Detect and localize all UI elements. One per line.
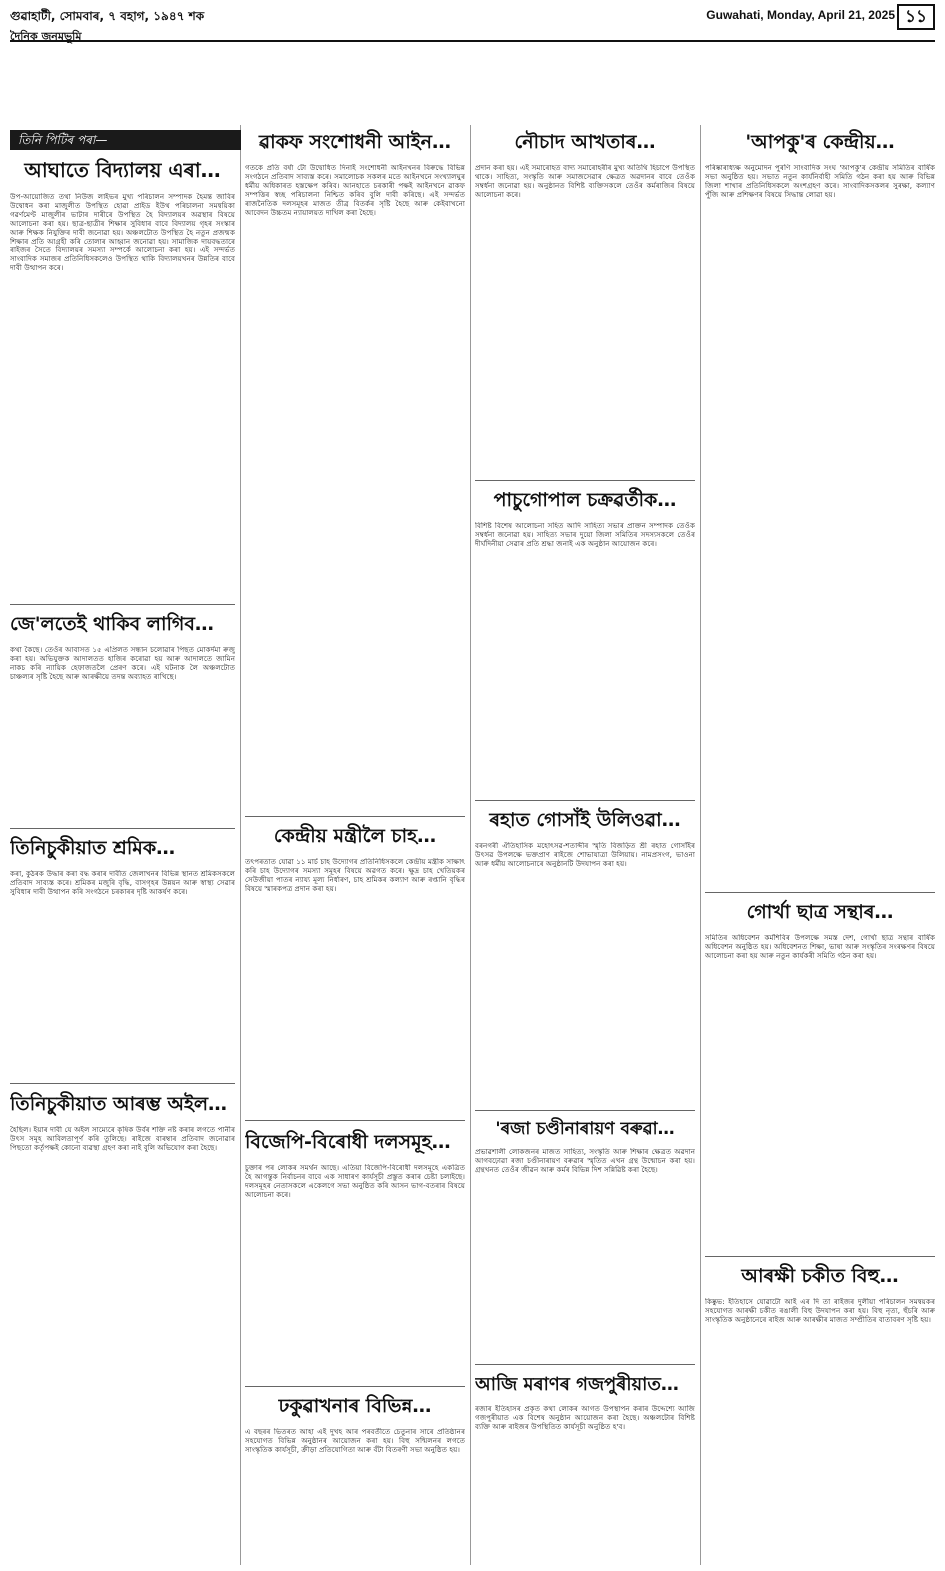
story-divider (705, 1256, 935, 1257)
story-divider (475, 480, 695, 481)
story-body: বিশিষ্ট বিশেষ আলোচনা সহিত আদি সাহিত্য সভাৰ প্ৰাক্তন সম্পাদক তেওঁক সম্বৰ্ধনা জনোৱা হয়। সাহিত্য সভাৰ দুয়ো জিলা সমিতিৰ সদস্যসকলে তেওঁৰ দীৰ্ঘদিনীয়া সেৱাৰ প্ৰতি শ্ৰদ্ধা জনাই এক অনুষ্ঠান আয়োজন কৰে। (475, 522, 695, 548)
story-divider (10, 1083, 235, 1084)
story-divider (705, 892, 935, 893)
page-number: ১১ (897, 4, 935, 30)
story-headline: পাচুগোপাল চক্ৰৱৰ্তীক… (493, 489, 677, 511)
column-divider (470, 125, 471, 1565)
story-body: কিষ্কুভ: ইতিহাসে যোৱাটো আই এৰ দি তা ৰাইজৰ দুলীয়া পৰিচালন সমন্বয়কৰ সহযোগত আৰক্ষী চকীত ৰঙালী বিহু উদযাপন কৰা হয়। বিহু নৃত্য, হুঁচৰি আৰু সাংস্কৃতিক অনুষ্ঠানেৰে ৰাইজ আৰু আৰক্ষীৰ মাজত সম্প্ৰীতিৰ বাতাবৰণ সৃষ্টি হয়। (705, 1298, 935, 1324)
story-9 (475, 128, 695, 478)
story-headline: কেন্দ্ৰীয় মন্ত্ৰীলৈ চাহ… (273, 825, 437, 847)
story-body: পৰিষ্কাৰাধ্যক্ষ অনুমোদন পুৰণি সাংবাদিক সংঘ 'আপকু'ৰ কেন্দ্ৰীয় সমিতিৰ বাৰ্ষিক সভা অনুষ্ঠিত হয়। সভাত নতুন কাৰ্যনিৰ্বাহী সমিতি গঠন কৰা হয় আৰু বিভিন্ন জিলা শাখাৰ প্ৰতিনিধিসকলে অংশগ্ৰহণ কৰে। সাংবাদিকসকলৰ সুৰক্ষা, কল্যাণ পুঁজি আৰু প্ৰশিক্ষণৰ বিষয়ে সিদ্ধান্ত লোৱা হয়। (705, 164, 935, 199)
story-5 (245, 128, 465, 813)
story-10 (475, 486, 695, 796)
story-11 (475, 806, 695, 1106)
story-headline: আজি মৰাণৰ গজপুৰীয়াত… (475, 1374, 679, 1395)
story-body: কৰা, কুঠৰক উদ্ধাৰ কৰা বদ্ধ কৰাৰ দাবীত জেলাখনৰ বিভিন্ন স্থানত শ্ৰমিকসকলে প্ৰতিবাদ সাব্যস্ত কৰে। শ্ৰমিকৰ মজুৰি বৃদ্ধি, বাসগৃহৰ উন্নয়ন আৰু স্বাস্থ্য সেৱাৰ সুবিধাৰ দাবী উত্থাপন কৰি সংগঠনে চৰকাৰৰ দৃষ্টি আকৰ্ষণ কৰে। (10, 870, 235, 896)
column-divider (240, 125, 241, 1565)
story-headline: আৰক্ষী চকীত বিহু… (741, 1265, 899, 1287)
story-headline: তিনিচুকীয়াত শ্ৰমিক… (10, 837, 176, 859)
masthead-rule (10, 40, 935, 42)
story-7 (245, 1128, 465, 1383)
story-13 (475, 1370, 695, 1562)
column-divider (700, 125, 701, 1565)
story-divider (10, 604, 235, 605)
masthead (10, 8, 935, 42)
story-headline: নৌচাদ আখতাৰ… (514, 131, 656, 153)
story-headline: 'আপকু'ৰ কেন্দ্ৰীয়… (745, 131, 895, 153)
story-headline: জে'লতেই থাকিব লাগিব… (10, 613, 214, 635)
story-body: প্ৰদান কৰা হয়। এই সমাৰোহত বাদ্য সমাৰোহৰীৰ মুখ্য অতিথি হিচাপে উপস্থিত থাকে। সাহিত্য, সংস্কৃতি আৰু সমাজসেৱাৰ ক্ষেত্ৰত অৱদানৰ বাবে তেওঁক সম্বৰ্ধনা জনোৱা হয়। অনুষ্ঠানত বিশিষ্ট ব্যক্তিসকলে তেওঁৰ কৰ্মৰাজিৰ বিষয়ে আলোচনা কৰে। (475, 164, 695, 199)
story-headline: বিজেপি-বিৰোধী দলসমূহ… (245, 1131, 451, 1153)
story-6 (245, 822, 465, 1117)
newspaper-brand: দৈনিক জনমভূমি (10, 30, 82, 43)
story-body: কথা কৈছে। তেওঁৰ আবাসত ১৫ এপ্ৰিলত সন্ধান চলোৱাৰ পিছত মোকৰ্দমা ৰুজু কৰা হয়। অভিযুক্তক আদালতত হাজিৰ কৰোৱা হয় আৰু আদালতে জামিন নাকচ কৰি ন্যায়িক হেফাজতলৈ প্ৰেৰণ কৰে। এই ঘটনাক লৈ অঞ্চলটোত চাঞ্চল্যৰ সৃষ্টি হৈছে আৰু আৰক্ষীয়ে তদন্ত অব্যাহত ৰাখিছে। (10, 646, 235, 681)
story-divider (245, 816, 465, 817)
story-4 (10, 1090, 235, 1560)
story-body: সমিতিৰ অধিবেশন কৰ্মশিবিৰ উপলক্ষে সমস্ত দেশ, গোৰ্খা ছাত্ৰ সন্থাৰ বাৰ্ষিক অধিবেশন অনুষ্ঠিত হয়। অধিবেশনত শিক্ষা, ভাষা আৰু সংস্কৃতিৰ সংৰক্ষণৰ বিষয়ে আলোচনা কৰা হয় আৰু নতুন কাৰ্যকৰী সমিতি গঠন কৰা হয়। (705, 934, 935, 960)
story-body: প্ৰভাৱশালী লোকজনৰ মাজত সাহিত্য, সংস্কৃতি আৰু শিক্ষাৰ ক্ষেত্ৰত অৱদান আগবঢ়োৱা ৰজা চণ্ডীনাৰায়ণ বৰুৱাৰ স্মৃতিত এখন গ্ৰন্থ উন্মোচন কৰা হয়। গ্ৰন্থখনত তেওঁৰ জীৱন আৰু কৰ্মৰ বিভিন্ন দিশ সন্নিৱিষ্ট কৰা হৈছে। (475, 1148, 695, 1174)
story-body: গতকে প্ৰতি বৰ্ষা টো উদ্বোধিত দিনাই সংশোধনী আইনখনৰ বিৰুদ্ধে বিভিন্ন সংগঠনে প্ৰতিবাদ সাব্যস্ত কৰে। সমালোচক সকলৰ মতে আইনখনে সংখ্যালঘুৰ ধৰ্মীয় অধিকাৰত হস্তক্ষেপ কৰিব। আনহাতে চৰকাৰী পক্ষই আইনখনে ৱাকফ সম্পত্তিৰ স্বচ্ছ পৰিচালনা নিশ্চিত কৰিব বুলি দাবী কৰিছে। এই সন্দৰ্ভত ৰাজনৈতিক দলসমূহৰ মাজত তীব্ৰ বিতৰ্কৰ সৃষ্টি হৈছে আৰু কেইবাখনো আবেদন উচ্চতম ন্যায়ালয়ত দাখিল কৰা হৈছে। (245, 164, 465, 217)
story-body: তৎপৰতাত যোৱা ১১ মাৰ্চ চাহ উদ্যোগৰ প্ৰতিনিধিসকলে কেন্দ্ৰীয় মন্ত্ৰীক সাক্ষাৎ কৰি চাহ উদ্যোগৰ সমস্যা সমূহৰ বিষয়ে অৱগত কৰে। ক্ষুদ্ৰ চাহ খেতিয়কৰ সেউজীয়া পাতৰ ন্যায্য মূল্য নিৰ্ধাৰণ, চাহ শ্ৰমিকৰ কল্যাণ আৰু ৰপ্তানি বৃদ্ধিৰ বিষয়ে স্মাৰকপত্ৰ প্ৰদান কৰা হয়। (245, 858, 465, 893)
dateline-right: Guwahati, Monday, April 21, 2025 (706, 8, 895, 22)
story-headline: ঢকুৱাখনাৰ বিভিন্ন… (278, 1395, 432, 1417)
story-headline: 'ৰজা চণ্ডীনাৰায়ণ বৰুৱা… (495, 1119, 675, 1139)
story-16 (705, 1262, 935, 1562)
dateline-left: গুৱাহাটী, সোমবাৰ, ৭ বহাগ, ১৯৪৭ শক (10, 9, 205, 23)
story-divider (475, 1110, 695, 1111)
story-14 (705, 128, 935, 888)
story-divider (245, 1386, 465, 1387)
story-headline: তিনিচুকীয়াত আৰম্ভ অইল… (10, 1093, 228, 1115)
story-divider (10, 828, 235, 829)
story-divider (475, 1364, 695, 1365)
story-body: বৰনগৰী ঐতিহাসিক মহোৎসৱ-শতাব্দীৰ স্মৃতি বিজড়িত শ্ৰী ৰহাত গোসাঁইৰ উৎসৱ উপলক্ষে ভক্তপ্ৰাণ ৰাইজে শোভাযাত্ৰা উলিয়ায়। নামপ্ৰসংগ, ভাওনা আৰু ধৰ্মীয় আলোচনাৰে অনুষ্ঠানটি উদযাপন কৰা হয়। (475, 842, 695, 868)
story-divider (475, 800, 695, 801)
story-body: এ বছৰৰ ভিতৰত আহা এই দুখহ আৰ পৰবৰ্তীতে চেতুনাৰ সাৰে প্ৰতিষ্ঠানৰ সহযোগত বিভিন্ন অনুষ্ঠানৰ আয়োজন কৰা হয়। বিহু সন্মিলনৰ লগতে সাংস্কৃতিক কাৰ্যসূচী, ক্ৰীড়া প্ৰতিযোগিতা আৰু বঁটা বিতৰণী সভা অনুষ্ঠিত হয়। (245, 1428, 465, 1454)
story-1 (10, 156, 235, 601)
story-body: ৰজাৰ ইতিহাসৰ প্ৰকৃত কথা লোকৰ আগত উপস্থাপন কৰাৰ উদ্দেশ্যে আজি গজপুৰীয়াত এক বিশেষ অনুষ্ঠান আয়োজন কৰা হৈছে। অঞ্চলটোৰ বিশিষ্ট ব্যক্তি আৰু ৰাইজৰ উপস্থিতিত কাৰ্যসূচী অনুষ্ঠিত হ'ব। (475, 1405, 695, 1431)
story-8 (245, 1392, 465, 1562)
story-15 (705, 898, 935, 1253)
story-body: চুক্তাৰ পৰ লোকৰ সমৰ্থন আছে। এতিয়া বিজেপি-বিৰোধী দলসমূহে একত্ৰিত হৈ আগন্তুক নিৰ্বাচনৰ বাবে এক সাধাৰণ কাৰ্যসূচী প্ৰস্তুত কৰাৰ চেষ্টা চলাইছে। দলসমূহৰ নেতাসকলে একেলগে সভা অনুষ্ঠিত কৰি আসন ভাগ-বতৰাৰ বিষয়ে আলোচনা কৰে। (245, 1164, 465, 1199)
story-body: হৈছিল। ইয়াৰ দাবী যে অইল সাম্যেৰে কৃষিক উৰ্বৰ শক্তি নষ্ট কৰাৰ লগতে পানীৰ উৎস সমূহ আবিলতাপূৰ্ণ কৰি তুলিছে। ৰাইজে বাৰম্বাৰ প্ৰতিবাদ জনোৱাৰ পিছতো কৰ্তৃপক্ষই কোনো ব্যৱস্থা গ্ৰহণ কৰা নাই বুলি অভিযোগ কৰা হৈছে। (10, 1126, 235, 1152)
story-headline: গোৰ্খা ছাত্ৰ সন্থাৰ… (746, 901, 894, 923)
story-2 (10, 610, 235, 825)
story-body: উপ-আয়োজিত তথা নিউজ লাইভৰ মুখ্য পৰিচালন সম্পাদক হৈমন্ত জাবিৰ উদ্বোধন কৰা মাজুলীত উপস্থিত হোৱা প্ৰাইড ইউথ পৰিচালনা সমন্বয়িকা গৱৰ্ণমেণ্ট মাজুলীৰ ভাটাৰ দাৰীৰে উপস্থিত হৈ বিদ্যালয়ৰ অৱস্থাৰ বিষয়ে আলোচনা কৰা হয়। ছাত্ৰ-ছাত্ৰীৰ শিক্ষাৰ সুবিধাৰ বাবে বিদ্যালয় গৃহৰ সংস্কাৰ আৰু শিক্ষক নিযুক্তিৰ দাবী জনোৱা হয়। অঞ্চলটোত উপস্থিত হৈ নতুন প্ৰজন্মক শিক্ষাৰ প্ৰতি আগ্ৰহী কৰি তোলাৰ আহ্বান জনোৱা হয়। সামাজিক দায়বদ্ধতাৰে ৰাইজৰ সৈতে বিদ্যালয়ৰ সমস্যা সম্পৰ্কে আলোচনা কৰা হয়। এই সন্দৰ্ভত সাংবাদিক সমাজৰ প্ৰতিনিধিসকলেও উপস্থিত থাকি বিদ্যালয়খনৰ উন্নতিৰ বাবে দাবী উত্থাপন কৰে। (10, 193, 235, 273)
story-12 (475, 1116, 695, 1361)
story-headline: ৱাকফ সংশোধনী আইন… (259, 131, 451, 153)
story-3 (10, 834, 235, 1079)
story-headline: আঘাতে বিদ্যালয় এৰা… (24, 158, 221, 182)
story-divider (245, 1120, 465, 1121)
series-tag: তিনি পিটিৰ পৰা— (10, 130, 241, 150)
story-headline: ৰহাত গোসাঁই উলিওৱা… (489, 809, 681, 831)
